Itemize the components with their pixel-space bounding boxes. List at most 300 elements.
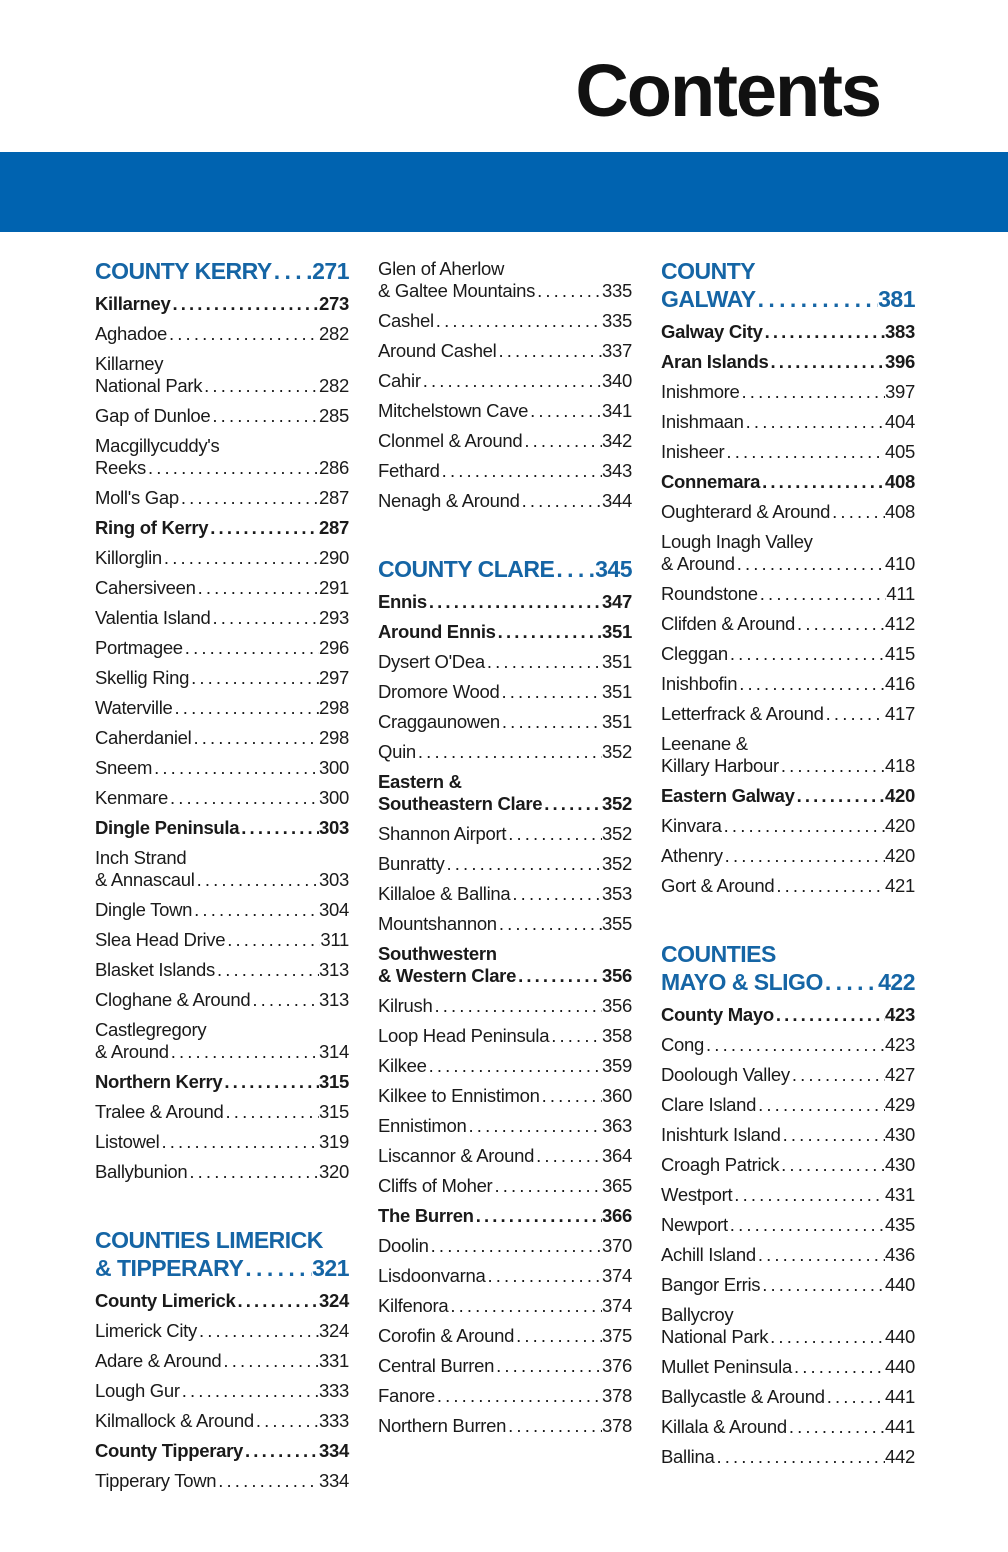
heading-line bbox=[95, 1254, 349, 1282]
entry-page-number: 314 bbox=[319, 1041, 349, 1062]
toc-entry[interactable] bbox=[95, 603, 349, 633]
entry-page-number: 287 bbox=[319, 517, 349, 538]
toc-entry[interactable] bbox=[378, 849, 632, 879]
heading-line bbox=[661, 968, 915, 996]
toc-entry[interactable] bbox=[661, 841, 915, 871]
entry-page-number: 282 bbox=[319, 375, 349, 396]
entry-line bbox=[661, 785, 915, 807]
entry-label: Adare & Around bbox=[95, 1350, 222, 1371]
entry-line bbox=[661, 1094, 915, 1116]
entry-page-number: 378 bbox=[602, 1415, 632, 1436]
toc-entry[interactable] bbox=[378, 909, 632, 939]
toc-entry[interactable] bbox=[661, 1300, 915, 1352]
toc-entry[interactable] bbox=[661, 407, 915, 437]
entry-line bbox=[661, 351, 915, 373]
toc-entry[interactable] bbox=[378, 939, 632, 991]
entry-line bbox=[661, 1154, 915, 1176]
toc-entry[interactable] bbox=[661, 729, 915, 781]
toc-entry[interactable] bbox=[95, 1127, 349, 1157]
entry-page-number: 304 bbox=[319, 899, 349, 920]
entry-label: Cahir bbox=[378, 370, 421, 391]
entry-line bbox=[378, 1295, 632, 1317]
toc-entry[interactable] bbox=[95, 985, 349, 1015]
entry-line bbox=[95, 1041, 349, 1063]
entry-line bbox=[378, 711, 632, 733]
entry-line bbox=[378, 913, 632, 935]
toc-entry[interactable] bbox=[95, 573, 349, 603]
toc-entry[interactable] bbox=[661, 699, 915, 729]
entry-page-number: 408 bbox=[885, 471, 915, 492]
dot-leader bbox=[497, 913, 602, 935]
entry-page-number: 420 bbox=[885, 845, 915, 866]
entry-line bbox=[95, 375, 349, 397]
entry-page-number: 344 bbox=[602, 490, 632, 511]
toc-entry[interactable] bbox=[378, 991, 632, 1021]
toc-entry[interactable] bbox=[378, 1261, 632, 1291]
toc-entry[interactable] bbox=[378, 486, 632, 516]
dot-leader bbox=[243, 1440, 319, 1462]
entry-page-number: 358 bbox=[602, 1025, 632, 1046]
dot-leader bbox=[514, 1325, 602, 1347]
entry-line bbox=[661, 1244, 915, 1266]
toc-entry[interactable] bbox=[95, 693, 349, 723]
dot-leader bbox=[724, 441, 885, 463]
entry-line bbox=[95, 697, 349, 719]
dot-leader bbox=[774, 875, 885, 897]
toc-entry[interactable] bbox=[95, 543, 349, 573]
toc-entry[interactable] bbox=[661, 1210, 915, 1240]
entry-line bbox=[95, 487, 349, 509]
toc-entry[interactable] bbox=[378, 1321, 632, 1351]
dot-leader bbox=[732, 1184, 885, 1206]
entry-line bbox=[661, 1064, 915, 1086]
toc-entry[interactable] bbox=[95, 1316, 349, 1346]
toc-entry[interactable] bbox=[661, 1352, 915, 1382]
entry-label: Around Cashel bbox=[378, 340, 497, 361]
dot-leader bbox=[520, 490, 602, 512]
section-heading[interactable] bbox=[661, 254, 915, 313]
entry-line bbox=[378, 965, 632, 987]
entry-label: Southeastern Clare bbox=[378, 793, 543, 814]
toc-entry[interactable] bbox=[378, 617, 632, 647]
entry-label: Cashel bbox=[378, 310, 434, 331]
entry-page-number: 429 bbox=[885, 1094, 915, 1115]
entry-page-number: 343 bbox=[602, 460, 632, 481]
toc-entry[interactable] bbox=[378, 1021, 632, 1051]
toc-entry[interactable] bbox=[661, 811, 915, 841]
entry-page-number: 441 bbox=[885, 1416, 915, 1437]
dot-leader bbox=[179, 487, 319, 509]
toc-entry[interactable] bbox=[95, 723, 349, 753]
toc-entry[interactable] bbox=[661, 871, 915, 901]
entry-line bbox=[378, 793, 632, 815]
dot-leader bbox=[211, 607, 320, 629]
entry-label: Reeks bbox=[95, 457, 146, 478]
dot-leader bbox=[197, 1320, 319, 1342]
entry-page-number: 352 bbox=[602, 793, 632, 814]
entry-line bbox=[661, 441, 915, 463]
toc-entry[interactable] bbox=[661, 497, 915, 527]
entry-page-number: 296 bbox=[319, 637, 349, 658]
dot-leader bbox=[208, 517, 319, 539]
section-heading[interactable] bbox=[378, 552, 632, 583]
entry-page-number: 374 bbox=[602, 1295, 632, 1316]
toc-entry[interactable] bbox=[661, 1000, 915, 1030]
entry-label: Inishmaan bbox=[661, 411, 744, 432]
entry-line bbox=[95, 787, 349, 809]
entry-page-number: 441 bbox=[885, 1386, 915, 1407]
heading-page-number: 422 bbox=[878, 969, 915, 995]
entry-line bbox=[95, 457, 349, 479]
toc-entry[interactable] bbox=[95, 925, 349, 955]
toc-entry[interactable] bbox=[95, 431, 349, 483]
entry-label: The Burren bbox=[378, 1205, 474, 1226]
toc-entry[interactable] bbox=[378, 1111, 632, 1141]
entry-label: Shannon Airport bbox=[378, 823, 507, 844]
heading-line bbox=[661, 257, 915, 285]
entry-page-number: 378 bbox=[602, 1385, 632, 1406]
heading-line bbox=[95, 1226, 349, 1254]
entry-line bbox=[95, 1410, 349, 1432]
entry-page-number: 440 bbox=[885, 1356, 915, 1377]
dot-leader bbox=[243, 1254, 312, 1282]
entry-line bbox=[661, 613, 915, 635]
heading-page-number: 321 bbox=[312, 1255, 349, 1281]
entry-label: Killary Harbour bbox=[661, 755, 779, 776]
toc-entry[interactable] bbox=[95, 895, 349, 925]
entry-line bbox=[661, 733, 915, 755]
toc-entry[interactable] bbox=[95, 783, 349, 813]
entry-line bbox=[378, 995, 632, 1017]
entry-label: Blasket Islands bbox=[95, 959, 215, 980]
toc-entry[interactable] bbox=[661, 609, 915, 639]
toc-entry[interactable] bbox=[378, 1351, 632, 1381]
toc-entry[interactable] bbox=[378, 737, 632, 767]
dot-leader bbox=[506, 823, 602, 845]
entry-label: Tipperary Town bbox=[95, 1470, 217, 1491]
toc-entry[interactable] bbox=[378, 647, 632, 677]
entry-line bbox=[661, 845, 915, 867]
toc-entry[interactable] bbox=[661, 527, 915, 579]
toc-entry[interactable] bbox=[95, 401, 349, 431]
entry-label: & Around bbox=[661, 553, 735, 574]
toc-entry[interactable] bbox=[661, 669, 915, 699]
toc-entry[interactable] bbox=[95, 955, 349, 985]
entry-line bbox=[95, 405, 349, 427]
dot-leader bbox=[467, 1115, 603, 1137]
toc-entry[interactable] bbox=[95, 1015, 349, 1067]
entry-line bbox=[661, 1416, 915, 1438]
entry-label: Dysert O'Dea bbox=[378, 651, 485, 672]
dot-leader bbox=[756, 1244, 885, 1266]
toc-entry[interactable] bbox=[95, 1157, 349, 1187]
entry-label: Inishturk Island bbox=[661, 1124, 781, 1145]
toc-entry[interactable] bbox=[661, 317, 915, 347]
entry-label: Macgillycuddy's bbox=[95, 435, 220, 456]
heading-line bbox=[661, 940, 915, 968]
section-heading[interactable] bbox=[95, 1223, 349, 1282]
toc-entry[interactable] bbox=[378, 1141, 632, 1171]
entry-label: & Galtee Mountains bbox=[378, 280, 536, 301]
toc-column-2 bbox=[378, 254, 632, 1477]
entry-label: Cloghane & Around bbox=[95, 989, 251, 1010]
toc-entry[interactable] bbox=[95, 663, 349, 693]
toc-entry[interactable] bbox=[95, 289, 349, 319]
toc-entry[interactable] bbox=[95, 813, 349, 843]
entry-line bbox=[661, 553, 915, 575]
entry-line bbox=[378, 621, 632, 643]
entry-page-number: 410 bbox=[885, 553, 915, 574]
entry-label: Mitchelstown Cave bbox=[378, 400, 529, 421]
entry-page-number: 333 bbox=[319, 1380, 349, 1401]
dot-leader bbox=[737, 673, 885, 695]
entry-label: Cahersiveen bbox=[95, 577, 196, 598]
toc-entry[interactable] bbox=[378, 879, 632, 909]
dot-leader bbox=[744, 411, 885, 433]
toc-entry[interactable] bbox=[378, 767, 632, 819]
dot-leader bbox=[549, 1025, 602, 1047]
entry-page-number: 436 bbox=[885, 1244, 915, 1265]
dot-leader bbox=[416, 741, 602, 763]
entry-page-number: 282 bbox=[319, 323, 349, 344]
toc-entry[interactable] bbox=[661, 1382, 915, 1412]
toc-entry[interactable] bbox=[95, 319, 349, 349]
toc-entry[interactable] bbox=[95, 349, 349, 401]
toc-entry[interactable] bbox=[378, 396, 632, 426]
toc-entry[interactable] bbox=[378, 1231, 632, 1261]
entry-page-number: 417 bbox=[885, 703, 915, 724]
entry-label: Cong bbox=[661, 1034, 705, 1055]
entry-page-number: 421 bbox=[885, 875, 915, 896]
entry-line bbox=[378, 1235, 632, 1257]
entry-page-number: 411 bbox=[886, 583, 915, 604]
toc-entry[interactable] bbox=[661, 1180, 915, 1210]
entry-label: Lough Gur bbox=[95, 1380, 180, 1401]
entry-page-number: 418 bbox=[885, 755, 915, 776]
toc-entry[interactable] bbox=[378, 1201, 632, 1231]
entry-page-number: 440 bbox=[885, 1326, 915, 1347]
entry-page-number: 291 bbox=[319, 577, 349, 598]
entry-label: Athenry bbox=[661, 845, 723, 866]
toc-entry[interactable] bbox=[661, 781, 915, 811]
toc-entry[interactable] bbox=[95, 1436, 349, 1466]
toc-entry[interactable] bbox=[95, 1286, 349, 1316]
toc-entry[interactable] bbox=[378, 677, 632, 707]
entry-page-number: 352 bbox=[602, 741, 632, 762]
toc-entry[interactable] bbox=[95, 1406, 349, 1436]
entry-page-number: 285 bbox=[319, 405, 349, 426]
entry-page-number: 320 bbox=[319, 1161, 349, 1182]
toc-entry[interactable] bbox=[378, 456, 632, 486]
entry-label: Limerick City bbox=[95, 1320, 197, 1341]
section-heading[interactable] bbox=[95, 254, 349, 285]
entry-page-number: 319 bbox=[319, 1131, 349, 1152]
dot-leader bbox=[542, 793, 602, 815]
toc-entry[interactable] bbox=[661, 347, 915, 377]
entry-page-number: 427 bbox=[885, 1064, 915, 1085]
toc-entry[interactable] bbox=[378, 587, 632, 617]
dot-leader bbox=[779, 755, 885, 777]
entry-line bbox=[95, 817, 349, 839]
entry-label: Waterville bbox=[95, 697, 173, 718]
dot-leader bbox=[740, 381, 886, 403]
entry-page-number: 324 bbox=[319, 1320, 349, 1341]
toc-entry[interactable] bbox=[95, 843, 349, 895]
entry-label: Glen of Aherlow bbox=[378, 258, 505, 279]
toc-entry[interactable] bbox=[378, 1171, 632, 1201]
heading-text: COUNTY KERRY bbox=[95, 258, 272, 284]
entry-line bbox=[378, 1385, 632, 1407]
toc-entry[interactable] bbox=[661, 1120, 915, 1150]
entry-label: Roundstone bbox=[661, 583, 758, 604]
toc-entry[interactable] bbox=[661, 467, 915, 497]
entry-label: Liscannor & Around bbox=[378, 1145, 535, 1166]
dot-leader bbox=[254, 1410, 319, 1432]
toc-entry[interactable] bbox=[378, 1051, 632, 1081]
entry-line bbox=[95, 1320, 349, 1342]
toc-entry[interactable] bbox=[378, 1291, 632, 1321]
entry-label: Kenmare bbox=[95, 787, 168, 808]
section-heading[interactable] bbox=[661, 937, 915, 996]
toc-entry[interactable] bbox=[661, 1442, 915, 1472]
entry-line bbox=[378, 430, 632, 452]
entry-page-number: 334 bbox=[319, 1440, 349, 1461]
entry-label: Clare Island bbox=[661, 1094, 757, 1115]
toc-entry[interactable] bbox=[95, 1346, 349, 1376]
entry-label: Cleggan bbox=[661, 643, 728, 664]
toc-entry[interactable] bbox=[661, 639, 915, 669]
toc-entry[interactable] bbox=[661, 579, 915, 609]
toc-entry[interactable] bbox=[95, 1097, 349, 1127]
entry-label: Nenagh & Around bbox=[378, 490, 520, 511]
entry-page-number: 405 bbox=[885, 441, 915, 462]
entry-label: Mountshannon bbox=[378, 913, 497, 934]
entry-label: Gap of Dunloe bbox=[95, 405, 211, 426]
dot-leader bbox=[792, 1356, 885, 1378]
heading-line bbox=[661, 285, 915, 313]
entry-label: Dromore Wood bbox=[378, 681, 500, 702]
dot-leader bbox=[768, 1326, 885, 1348]
toc-entry[interactable] bbox=[378, 336, 632, 366]
toc-entry[interactable] bbox=[378, 1381, 632, 1411]
entry-label: Newport bbox=[661, 1214, 728, 1235]
entry-label: Ballina bbox=[661, 1446, 715, 1467]
entry-line bbox=[661, 1326, 915, 1348]
dot-leader bbox=[534, 1145, 602, 1167]
entry-line bbox=[661, 673, 915, 695]
toc-entry[interactable] bbox=[661, 1060, 915, 1090]
toc-entry[interactable] bbox=[378, 306, 632, 336]
toc-entry[interactable] bbox=[95, 1466, 349, 1496]
toc-entry[interactable] bbox=[95, 483, 349, 513]
entry-line bbox=[661, 1124, 915, 1146]
entry-line bbox=[95, 577, 349, 599]
entry-label: Southwestern bbox=[378, 943, 497, 964]
entry-line bbox=[378, 258, 632, 280]
entry-line bbox=[378, 943, 632, 965]
dot-leader bbox=[824, 703, 885, 725]
entry-line bbox=[661, 643, 915, 665]
entry-label: Cliffs of Moher bbox=[378, 1175, 493, 1196]
dot-leader bbox=[823, 968, 878, 996]
toc-entry[interactable] bbox=[661, 1270, 915, 1300]
entry-label: Skellig Ring bbox=[95, 667, 190, 688]
entry-label: National Park bbox=[661, 1326, 769, 1347]
toc-section bbox=[95, 254, 349, 1187]
entry-label: Leenane & bbox=[661, 733, 748, 754]
entry-page-number: 397 bbox=[885, 381, 915, 402]
entry-page-number: 366 bbox=[602, 1205, 632, 1226]
entry-page-number: 423 bbox=[885, 1034, 915, 1055]
toc-entry[interactable] bbox=[661, 437, 915, 467]
toc-entry[interactable] bbox=[661, 1090, 915, 1120]
entry-label: Around Ennis bbox=[378, 621, 496, 642]
entry-page-number: 374 bbox=[602, 1265, 632, 1286]
entry-label: Doolough Valley bbox=[661, 1064, 790, 1085]
dot-leader bbox=[159, 1131, 319, 1153]
heading-text: COUNTY CLARE bbox=[378, 556, 555, 582]
entry-line bbox=[661, 1004, 915, 1026]
entry-page-number: 303 bbox=[319, 869, 349, 890]
entry-page-number: 370 bbox=[602, 1235, 632, 1256]
toc-entry[interactable] bbox=[378, 707, 632, 737]
entry-label: Castlegregory bbox=[95, 1019, 207, 1040]
entry-page-number: 333 bbox=[319, 1410, 349, 1431]
toc-entry[interactable] bbox=[378, 1081, 632, 1111]
toc-entry[interactable] bbox=[95, 1067, 349, 1097]
page-title: Contents bbox=[575, 49, 880, 132]
toc-entry[interactable] bbox=[378, 254, 632, 306]
toc-entry[interactable] bbox=[95, 753, 349, 783]
dot-leader bbox=[170, 293, 319, 315]
entry-label: Lisdoonvarna bbox=[378, 1265, 486, 1286]
entry-page-number: 351 bbox=[602, 651, 632, 672]
toc-entry[interactable] bbox=[661, 1150, 915, 1180]
toc-entry[interactable] bbox=[95, 1376, 349, 1406]
entry-page-number: 435 bbox=[885, 1214, 915, 1235]
entry-line bbox=[95, 1290, 349, 1312]
entry-page-number: 315 bbox=[319, 1071, 349, 1092]
entry-line bbox=[95, 435, 349, 457]
entry-line bbox=[95, 1350, 349, 1372]
entry-line bbox=[661, 1356, 915, 1378]
entry-label: Killorglin bbox=[95, 547, 162, 568]
entry-label: Westport bbox=[661, 1184, 733, 1205]
toc-entry[interactable] bbox=[661, 1030, 915, 1060]
toc-section bbox=[661, 254, 915, 901]
dot-leader bbox=[216, 1470, 319, 1492]
entry-line bbox=[661, 321, 915, 343]
entry-line bbox=[95, 353, 349, 375]
entry-line bbox=[378, 823, 632, 845]
dot-leader bbox=[427, 1055, 602, 1077]
toc-entry[interactable] bbox=[661, 1240, 915, 1270]
toc-entry[interactable] bbox=[95, 633, 349, 663]
toc-entry[interactable] bbox=[661, 377, 915, 407]
toc-entry[interactable] bbox=[661, 1412, 915, 1442]
toc-entry[interactable] bbox=[378, 426, 632, 456]
entry-label: Bangor Erris bbox=[661, 1274, 761, 1295]
dot-leader bbox=[492, 1175, 602, 1197]
entry-label: Achill Island bbox=[661, 1244, 756, 1265]
entry-label: Ennis bbox=[378, 591, 427, 612]
dot-leader bbox=[768, 351, 885, 373]
toc-entry[interactable] bbox=[378, 1411, 632, 1441]
entry-line bbox=[378, 1265, 632, 1287]
toc-entry[interactable] bbox=[378, 366, 632, 396]
toc-entry[interactable] bbox=[378, 819, 632, 849]
toc-entry[interactable] bbox=[95, 513, 349, 543]
